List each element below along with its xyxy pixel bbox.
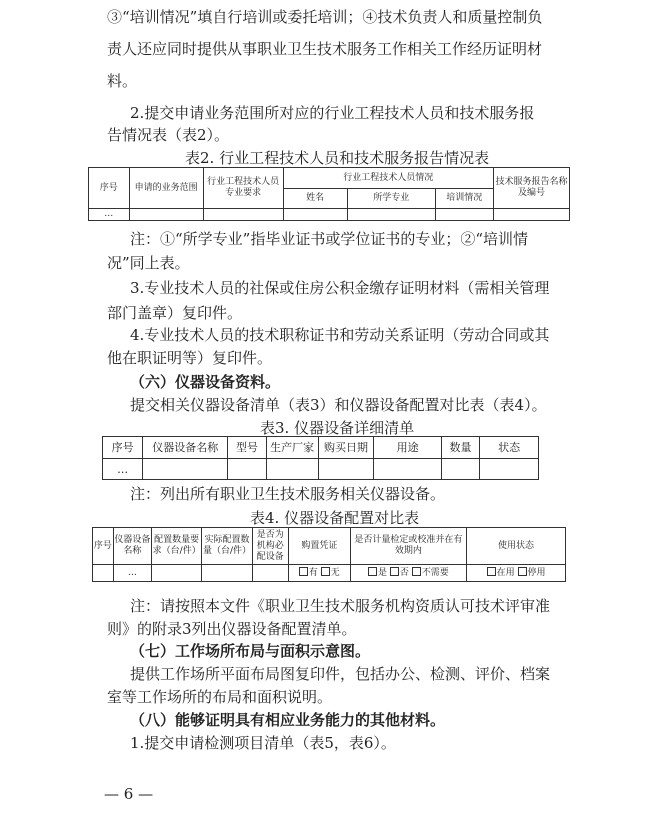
section7-line2: 室等工作场所的布局和面积说明。 bbox=[107, 688, 333, 706]
table2-cell bbox=[347, 209, 435, 221]
option-label: 有 bbox=[308, 568, 318, 578]
para3-line2: 部门盖章）复印件。 bbox=[107, 304, 243, 322]
checkbox-icon[interactable] bbox=[487, 567, 496, 576]
table3-header-status: 状态 bbox=[480, 437, 539, 459]
table4-header-status: 使用状态 bbox=[467, 528, 566, 565]
option-label: 停用 bbox=[527, 568, 546, 578]
table2-cell bbox=[203, 209, 283, 221]
table3-cell bbox=[318, 459, 374, 480]
table4-calibration-options bbox=[350, 565, 466, 582]
table2-cell bbox=[493, 209, 569, 221]
table4 bbox=[92, 527, 566, 582]
para1-line1: ③“培训情况”填自行培训或委托培训；④技术负责人和质量控制负 bbox=[107, 8, 543, 26]
table3-cell bbox=[374, 459, 442, 480]
table2-header-scope: 申请的业务范围 bbox=[129, 168, 203, 209]
checkbox-icon[interactable] bbox=[321, 567, 330, 576]
note3: 注：列出所有职业卫生技术服务相关仪器设备。 bbox=[130, 485, 446, 503]
table4-cell bbox=[252, 565, 288, 582]
table3-row-seq: … bbox=[103, 459, 143, 480]
table4-header-proof: 购置凭证 bbox=[288, 528, 350, 565]
table3-header-purchase-date: 购买日期 bbox=[318, 437, 374, 459]
option-label: 不需要 bbox=[421, 568, 449, 578]
checkbox-icon[interactable] bbox=[299, 567, 308, 576]
table3-cell bbox=[266, 459, 318, 480]
table4-status-options bbox=[467, 565, 566, 582]
para1-line3: 料。 bbox=[107, 72, 138, 90]
table2-caption: 表2. 行业工程技术人员和技术服务报告情况表 bbox=[185, 149, 490, 167]
note2-line1: 注：①“所学专业”指毕业证书或学位证书的专业；②“培训情 bbox=[130, 230, 529, 248]
para4-line2: 他在职证明等）复印件。 bbox=[107, 349, 273, 367]
section8-line1: 1.提交申请检测项目清单（表5，表6）。 bbox=[130, 734, 396, 752]
table3-cell bbox=[480, 459, 539, 480]
section7-line1: 提供工作场所平面布局图复印件，包括办公、检测、评价、档案 bbox=[130, 665, 551, 683]
option-label: 在用 bbox=[496, 568, 515, 578]
para3-line1: 3.专业技术人员的社保或住房公积金缴存证明材料（需相关管理 bbox=[130, 279, 550, 297]
table2-row-seq: … bbox=[89, 209, 130, 221]
table2-header-seq: 序号 bbox=[89, 168, 130, 209]
checkbox-icon[interactable] bbox=[412, 567, 421, 576]
note4-line2: 则》的附录3列出仪器设备配置清单。 bbox=[107, 620, 357, 638]
table2-header-report: 技术服务报告名称及编号 bbox=[493, 168, 569, 209]
table4-header-mandatory: 是否为机构必配设备 bbox=[252, 528, 288, 565]
checkbox-icon[interactable] bbox=[390, 567, 399, 576]
section8-heading: （八）能够证明具有相应业务能力的其他材料。 bbox=[130, 711, 446, 729]
table2-header-name: 姓名 bbox=[283, 189, 347, 209]
table3-cell bbox=[228, 459, 266, 480]
section6-heading: （六）仪器设备资料。 bbox=[130, 373, 281, 391]
checkbox-icon[interactable] bbox=[518, 567, 527, 576]
table2 bbox=[88, 167, 570, 221]
table3-cell bbox=[143, 459, 228, 480]
table2-cell bbox=[283, 209, 347, 221]
table2-header-requirement: 行业工程技术人员专业要求 bbox=[203, 168, 283, 209]
table4-header-name: 仪器设备名称 bbox=[113, 528, 151, 565]
note4-line1: 注：请按照本文件《职业卫生技术服务机构资质认可技术评审准 bbox=[130, 597, 551, 615]
table3-header-manufacturer: 生产厂家 bbox=[266, 437, 318, 459]
option-label: 否 bbox=[399, 568, 409, 578]
section7-heading: （七）工作场所布局与面积示意图。 bbox=[130, 642, 371, 660]
table2-header-staff: 行业工程技术人员情况 bbox=[283, 168, 493, 189]
para1-line2: 责人还应同时提供从事职业卫生技术服务工作相关工作经历证明材 bbox=[107, 40, 543, 58]
table3-header-seq: 序号 bbox=[103, 437, 143, 459]
table2-cell bbox=[129, 209, 203, 221]
table3-header-quantity: 数量 bbox=[441, 437, 479, 459]
table2-header-major: 所学专业 bbox=[347, 189, 435, 209]
table4-cell bbox=[202, 565, 252, 582]
table4-cell bbox=[152, 565, 202, 582]
section6-text: 提交相关仪器设备清单（表3）和仪器设备配置对比表（表4）。 bbox=[130, 396, 547, 414]
table3-header-model: 型号 bbox=[228, 437, 266, 459]
para2-line2: 告情况表（表2）。 bbox=[107, 126, 230, 144]
table3 bbox=[102, 436, 539, 480]
table4-row-cell bbox=[93, 565, 114, 582]
page-number: — 6 — bbox=[104, 785, 154, 803]
para2-line1: 2.提交申请业务范围所对应的行业工程技术人员和技术服务报 bbox=[130, 104, 535, 122]
checkbox-icon[interactable] bbox=[368, 567, 377, 576]
table2-cell bbox=[435, 209, 493, 221]
table3-header-name: 仪器设备名称 bbox=[143, 437, 228, 459]
para4-line1: 4.专业技术人员的技术职称证书和劳动关系证明（劳动合同或其 bbox=[130, 326, 550, 344]
table4-row-seq: … bbox=[113, 565, 151, 582]
table3-cell bbox=[441, 459, 479, 480]
table4-caption: 表4. 仪器设备配置对比表 bbox=[250, 509, 420, 527]
option-label: 无 bbox=[330, 568, 340, 578]
table3-header-use: 用途 bbox=[374, 437, 442, 459]
table4-header-required: 配置数量要求（台/件） bbox=[152, 528, 202, 565]
option-label: 是 bbox=[378, 568, 388, 578]
table4-header-calibration: 是否计量检定或校准并在有效期内 bbox=[350, 528, 466, 565]
table4-header-seq: 序号 bbox=[93, 528, 114, 565]
table2-header-training: 培训情况 bbox=[435, 189, 493, 209]
table4-proof-options bbox=[288, 565, 350, 582]
table3-caption: 表3. 仪器设备详细清单 bbox=[260, 419, 415, 437]
note2-line2: 况”同上表。 bbox=[107, 254, 190, 272]
table4-header-actual: 实际配置数量（台/件） bbox=[202, 528, 252, 565]
